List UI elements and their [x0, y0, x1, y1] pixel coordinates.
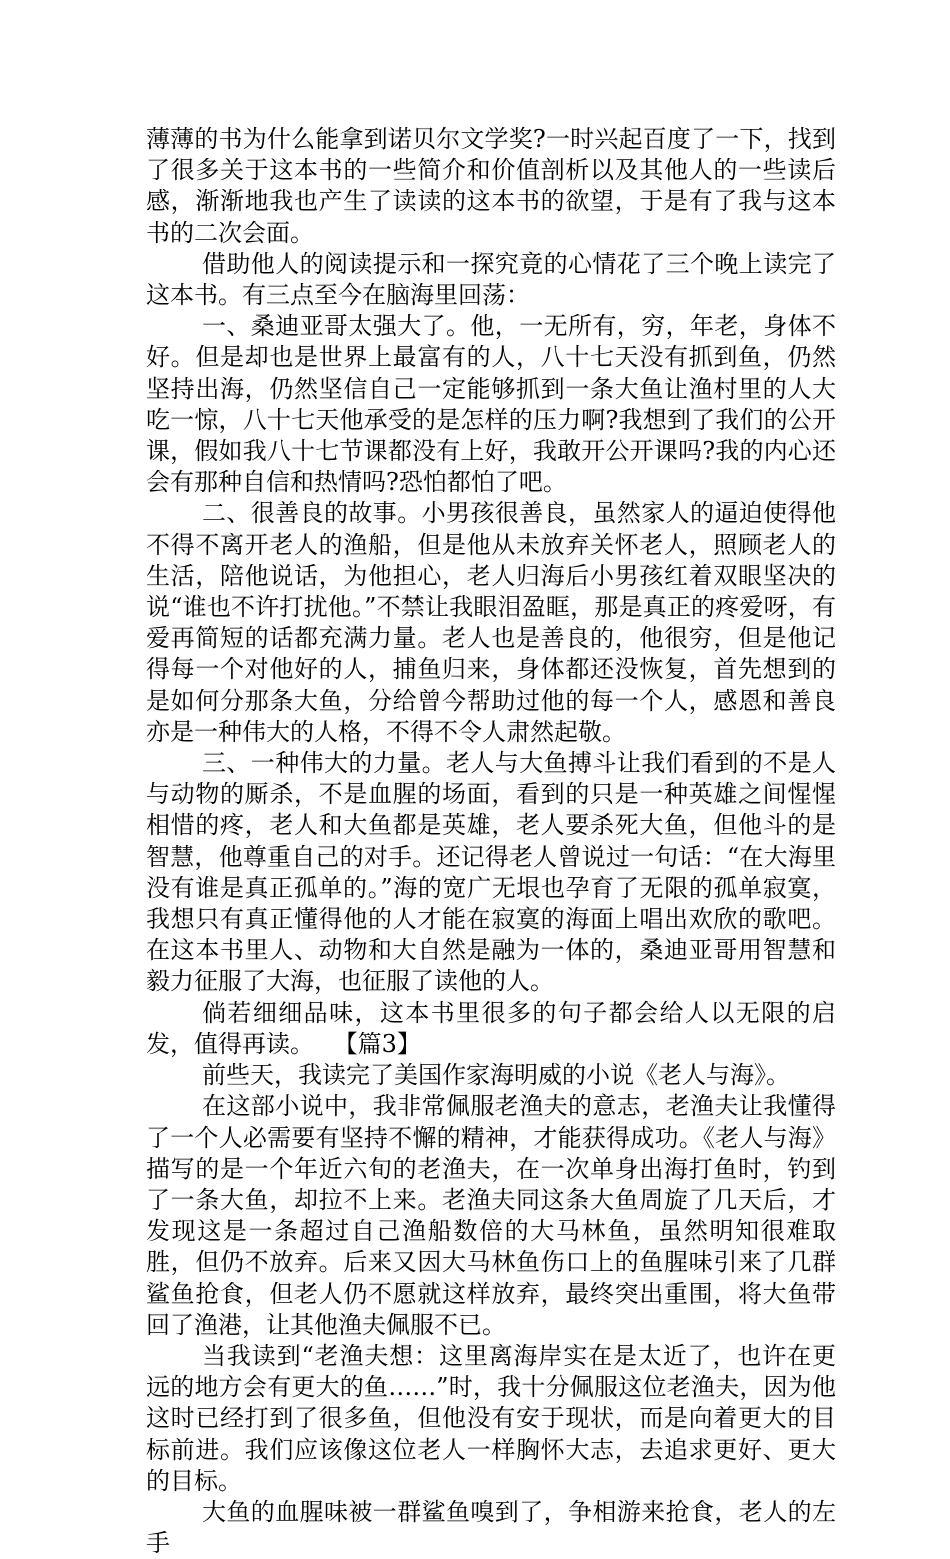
paragraph-8: 在这部小说中，我非常佩服老渔夫的意志，老渔夫让我懂得了一个人必需要有坚持不懈的精神，才能获得成功。《老人与海》描写的是一个年近六旬的老渔夫，在一次单身出海打鱼时，钓到了一条大鱼，却拉不上来。老渔夫同这条大鱼周旋了几天后，才发现这是一条超过自己渔船数倍的大马林鱼，虽然明知很难取胜，但仍不放弃。后来又因大马林鱼伤口上的鱼腥味引来了几群鲨鱼抢食，但老人仍不愿就这样放弃，最终突出重围，将大鱼带回了渔港，让其他渔夫佩服不已。 — [146, 1092, 836, 1339]
paragraph-6: 倘若细细品味，这本书里很多的句子都会给人以无限的启发，值得再读。 【篇3】 — [146, 998, 836, 1058]
paragraph-9: 当我读到“老渔夫想：这里离海岸实在是太近了，也许在更远的地方会有更大的鱼……”时，我十分佩服这位老渔夫，因为他这时已经打到了很多鱼，但他没有安于现状，而是向着更大的目标前进。我们应该像这位老人一样胸怀大志，去追求更好、更大的目标。 — [146, 1341, 836, 1495]
paragraph-10: 大鱼的血腥味被一群鲨鱼嗅到了，争相游来抢食，老人的左手 — [146, 1497, 836, 1558]
paragraph-1: 薄薄的书为什么能拿到诺贝尔文学奖?一时兴起百度了一下，找到了很多关于这本书的一些简介和价值剖析以及其他人的一些读后感，渐渐地我也产生了读读的这本书的欲望，于是有了我与这本书的二次会面。 — [146, 125, 836, 247]
paragraph-3: 一、桑迪亚哥太强大了。他，一无所有，穷，年老，身体不好。但是却也是世界上最富有的人，八十七天没有抓到鱼，仍然坚持出海，仍然坚信自己一定能够抓到一条大鱼让渔村里的人大吃一惊，八十七天他承受的是怎样的压力啊?我想到了我们的公开课，假如我八十七节课都没有上好，我敢开公开课吗?我的内心还会有那种自信和热情吗?恐怕都怕了吧。 — [146, 312, 836, 497]
paragraph-2: 借助他人的阅读提示和一探究竟的心情花了三个晚上读完了这本书。有三点至今在脑海里回荡： — [146, 249, 836, 310]
paragraph-5: 三、一种伟大的力量。老人与大鱼搏斗让我们看到的不是人与动物的厮杀，不是血腥的场面，看到的只是一种英雄之间惺惺相惜的疼，老人和大鱼都是英雄，老人要杀死大鱼，但他斗的是智慧，他尊重自己的对手。还记得老人曾说过一句话：“在大海里没有谁是真正孤单的。”海的宽广无垠也孕育了无限的孤单寂寞，我想只有真正懂得他的人才能在寂寞的海面上唱出欢欣的歌吧。在这本书里人、动物和大自然是融为一体的，桑迪亚哥用智慧和毅力征服了大海，也征服了读他的人。 — [146, 749, 836, 996]
paragraph-7: 前些天，我读完了美国作家海明威的小说《老人与海》。 — [202, 1061, 790, 1090]
paragraph-4: 二、很善良的故事。小男孩很善良，虽然家人的逼迫使得他不得不离开老人的渔船，但是他从未放弃关怀老人，照顾老人的生活，陪他说话，为他担心，老人归海后小男孩红着双眼坚决的说“谁也不许打扰他。”不禁让我眼泪盈眶，那是真正的疼爱呀，有爱再简短的话都充满力量。老人也是善良的，他很穷，但是他记得每一个对他好的人，捕鱼归来，身体都还没恢复，首先想到的是如何分那条大鱼，分给曾今帮助过他的每一个人，感恩和善良亦是一种伟大的人格，不得不令人肃然起敬。 — [146, 499, 836, 746]
